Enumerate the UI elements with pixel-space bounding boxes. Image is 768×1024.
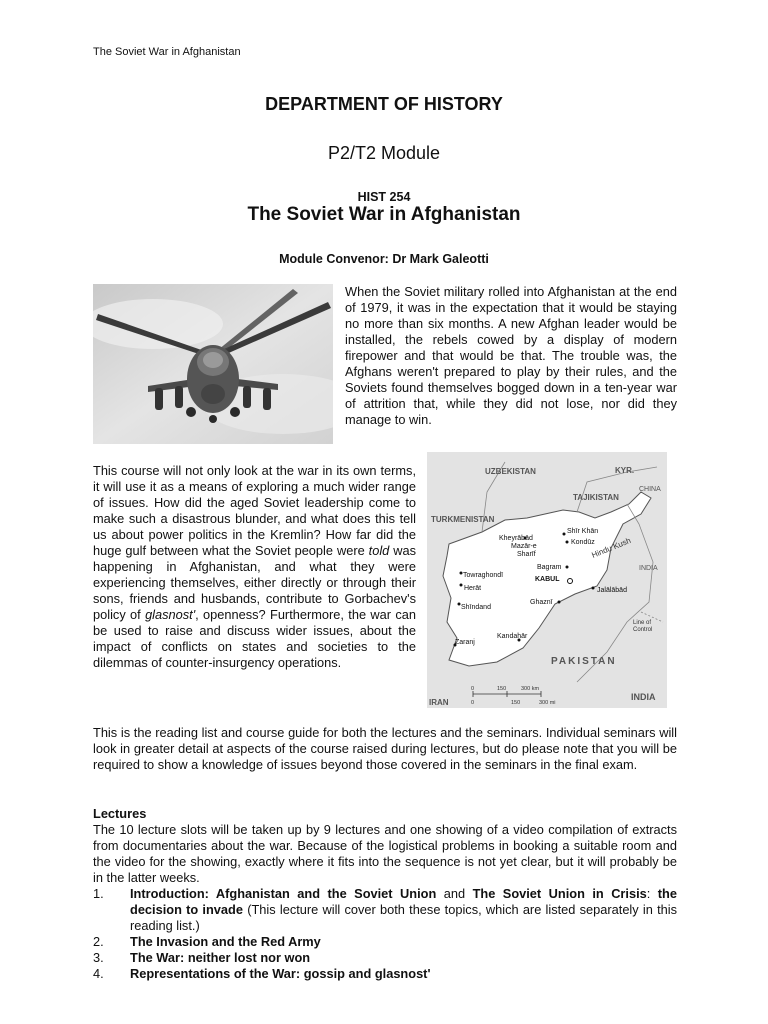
label-iran: IRAN (429, 698, 449, 707)
text-segment: and (436, 886, 473, 901)
city-kheyrabad: Kheyrābād (499, 535, 533, 542)
city-dot (566, 541, 569, 544)
label-tajikistan: TAJIKISTAN (573, 493, 619, 502)
lecture-title: The Soviet Union in Crisis (472, 886, 647, 901)
course-scope-paragraph (93, 463, 416, 671)
course-code: HIST 254 (357, 190, 411, 204)
label-china: CHINA (639, 486, 661, 493)
lecture-title: Introduction: Afghanistan and the Soviet Union (130, 886, 437, 901)
text-segment: This course will not only look at the war in its own terms, it will use it as a means of exploring a much wider range of issues. How did the aged Soviet leadership come to make such a disastrous blunder, and what does this tell us about power politics in the Kremlin? How far did the huge gulf between what the Soviet people were (93, 463, 416, 558)
city-dot (460, 584, 463, 587)
emphasis-glasnost: glasnost' (145, 607, 196, 622)
city-bagram: Bagram (537, 564, 562, 571)
scale-km-150: 150 (497, 686, 507, 692)
reading-list-paragraph: This is the reading list and course guide for both the lectures and the seminars. Individual seminars will look in greater detail at aspects of the course raised during lectures, but do please note that you will be required to show a knowledge of issues beyond those covered in the seminars in the final exam. (93, 725, 677, 772)
lecture-title: The Invasion and the Red Army (130, 934, 321, 949)
lecture-title: the decision to invade (130, 886, 677, 917)
label-hindu-kush: Hindu Kush (590, 536, 633, 560)
city-jalalabad: Jalālābād (597, 587, 627, 594)
city-zaranj: Zaranj (455, 639, 475, 646)
text-segment: , openness? Furthermore, the war can be used to raise and discuss wider issues, about the impact of conflicts on states and societies to the dilemmas of counter-insurgency operations. (93, 607, 416, 670)
city-kabul: KABUL (535, 576, 560, 583)
city-shir-khan: Shīr Khān (567, 528, 599, 535)
city-kandahar: Kandahār (497, 633, 528, 640)
city-shindand: Shīndand (461, 604, 491, 611)
lectures-heading: Lectures (93, 806, 147, 821)
list-item (93, 886, 677, 934)
running-header: The Soviet War in Afghanistan (93, 46, 241, 58)
label-kyr: KYR. (615, 466, 635, 475)
city-dot (566, 566, 569, 569)
lectures-paragraph: The 10 lecture slots will be taken up by 9 lectures and one showing of a video compilation of extracts from documentaries about the war. Because of the logistical problems in booking a suitable room and the video for the showing, exactly where it fits into the sequence is not yet clear, but it will probably be in the latter weeks. (93, 822, 677, 885)
city-towraghondi: Towraghondī (463, 572, 504, 579)
city-dot (558, 601, 561, 604)
scale-km-300: 300 km (521, 686, 540, 692)
module-convenor: Module Convenor: Dr Mark Galeotti (279, 252, 489, 266)
label-line-of: Line of (633, 620, 652, 626)
text-segment: (This lecture will cover both these topics, which are listed separately in this reading list.) (130, 902, 677, 933)
scale-mi-300: 300 mi (539, 700, 556, 706)
city-dot (592, 587, 595, 590)
lecture-title: Representations of the War: gossip and glasnost' (130, 966, 431, 981)
helicopter-photo (93, 284, 333, 444)
label-control: Control (633, 627, 653, 633)
city-dot (563, 533, 566, 536)
city-sharif: Sharīf (517, 551, 536, 558)
list-item (93, 950, 677, 966)
label-uzbekistan: UZBEKISTAN (485, 467, 536, 476)
label-turkmenistan: TURKMENISTAN (431, 515, 495, 524)
city-mazar: Mazār-e (511, 543, 537, 550)
label-pakistan: PAKISTAN (551, 656, 617, 667)
module-heading: P2/T2 Module (327, 143, 441, 163)
list-number: 2. (93, 934, 104, 949)
scale-km-0: 0 (471, 686, 475, 692)
text-segment: was happening in Afghanistan, and what they were experiencing themselves, either directly or through their sons, friends and husbands, contribute to Gorbachev's policy of (93, 543, 417, 622)
lecture-list (93, 886, 677, 982)
lecture-title: The War: neither lost nor won (130, 950, 311, 965)
afghanistan-map (427, 452, 667, 708)
label-india-south: INDIA (631, 692, 656, 702)
city-kunduz: Kondūz (571, 539, 595, 546)
city-herat: Herāt (464, 585, 482, 592)
label-india-north: INDIA (639, 565, 658, 572)
scale-mi-150: 150 (511, 700, 521, 706)
scale-mi-0: 0 (471, 700, 475, 706)
department-heading: DEPARTMENT OF HISTORY (265, 94, 503, 114)
emphasis-told: told (368, 543, 390, 558)
list-item (93, 934, 677, 950)
intro-paragraph: When the Soviet military rolled into Afghanistan at the end of 1979, it was in the expectation that it would be staying no more than six months. A new Afghan leader would be installed, the rebels cowed by a display of modern firepower and that would be that. The trouble was, the Afghans weren't prepared to play by their rules, and the Soviets found themselves bogged down in a ten-year war of attrition that, while they did not lose, nor did they manage to win. (345, 284, 677, 427)
text-segment: : (646, 886, 651, 901)
city-ghazni: Ghaznī (530, 599, 553, 606)
list-item (93, 966, 677, 982)
list-number: 3. (93, 950, 104, 965)
list-number: 4. (93, 966, 104, 981)
course-title: The Soviet War in Afghanistan (247, 204, 521, 225)
list-number: 1. (93, 886, 104, 901)
